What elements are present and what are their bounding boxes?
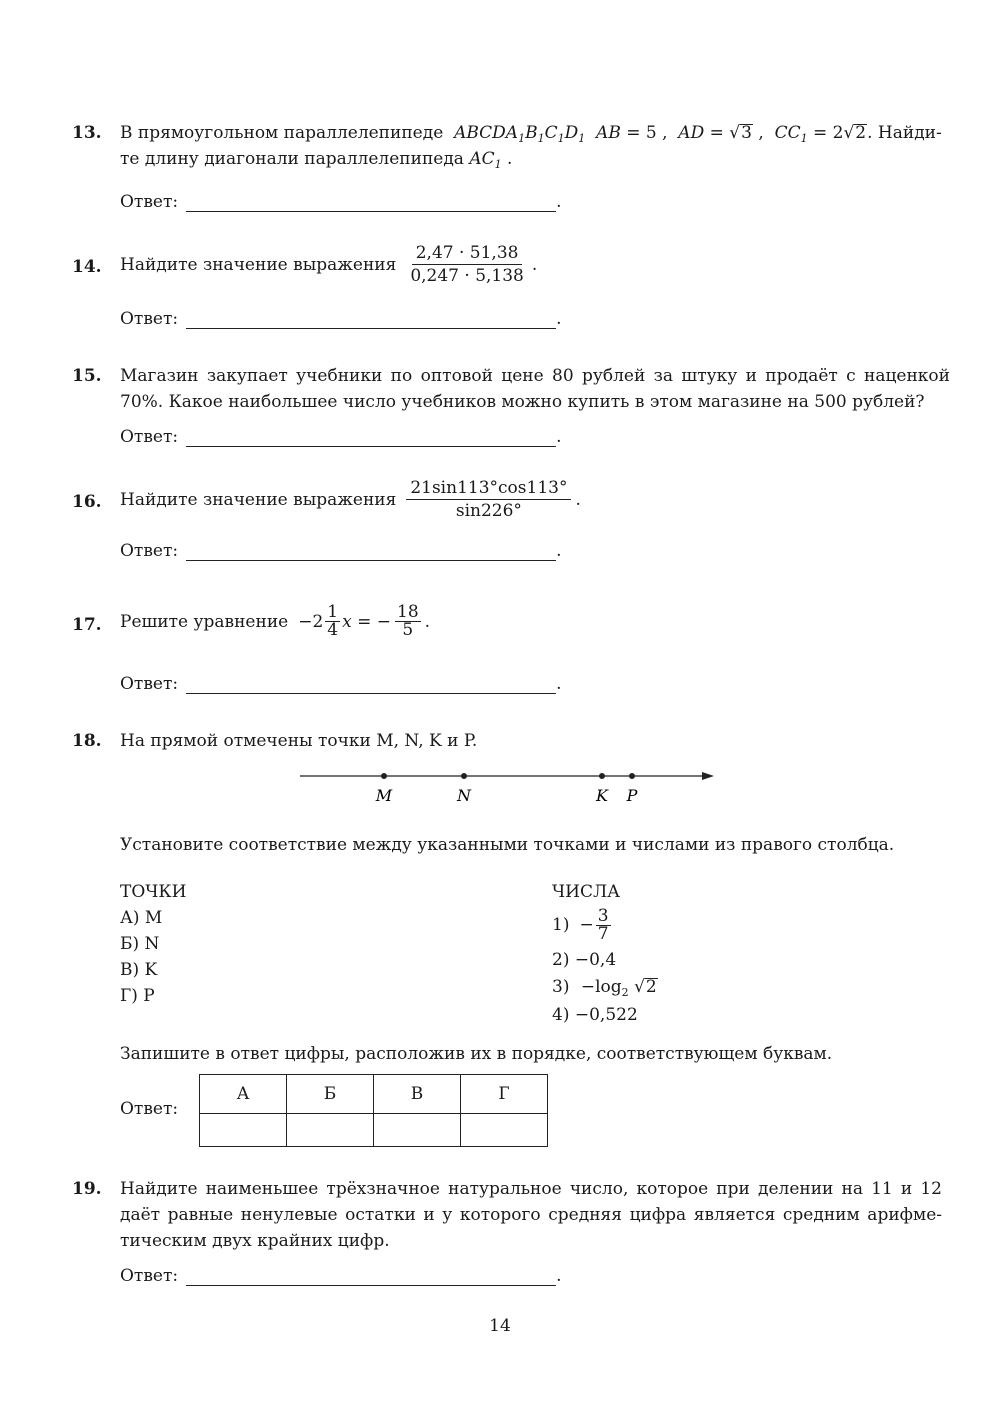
answer-label: Ответ: (120, 1266, 179, 1286)
point-n-label: N (457, 786, 471, 805)
numbers-header: ЧИСЛА (552, 882, 621, 902)
answer-label: Ответ: (120, 427, 179, 447)
answer-cell-v[interactable] (374, 1114, 461, 1147)
problem-13-line2: те длину диагонали параллелепипеда (120, 149, 464, 169)
problem-16-text: Найдите значение выражения $\frac{21\sin 113^\circ\cos 113^\circ}{\sin 226^\circ}$ . (120, 478, 581, 521)
answer-label: Ответ: (120, 309, 179, 329)
problem-14-prompt: Найдите значение выражения (120, 254, 397, 275)
point-k-dot (599, 773, 605, 779)
numbers-column (552, 879, 658, 1029)
page-number: 14 (489, 1316, 511, 1336)
problem-16-answer: Ответ: . (120, 541, 562, 561)
problem-15-number: 15. (72, 366, 102, 386)
number-item-1: 1) − $\frac{3}{7}$ (552, 905, 609, 944)
problem-18-write-instruction: Запишите в ответ цифры, расположив их в порядке, соответствующем буквам. (120, 1044, 833, 1064)
denominator: 0,247 · 5,138 (410, 266, 524, 286)
problem-13-number: 13. (72, 123, 102, 143)
answer-table-header-b: Б (287, 1075, 374, 1114)
point-m-dot (381, 773, 387, 779)
number-item-1-label: 1) (552, 915, 570, 935)
number-item-3: $3) -\log_2$ √2 (552, 977, 657, 999)
answer-cell-a[interactable] (200, 1114, 287, 1147)
problem-17-number: 17. (72, 615, 102, 635)
answer-line[interactable] (186, 1269, 556, 1286)
points-header: ТОЧКИ (120, 882, 187, 902)
denominator: sin226° (455, 501, 522, 521)
points-column (120, 879, 186, 1009)
point-n-dot (461, 773, 467, 779)
problem-19-line1: Найдите наименьшее трёхзначное натуральное число, которое при делении на 11 и 12 (120, 1179, 942, 1199)
number-line (300, 765, 720, 810)
problem-16-number: 16. (72, 492, 102, 512)
numerator: 21sin113°cos113° (406, 478, 571, 500)
answer-table-header-g: Г (461, 1075, 548, 1114)
point-item-b: Б) N (120, 934, 160, 954)
point-m-label: M (375, 786, 393, 805)
problem-14-text: Найдите значение выражения $\frac{2,47 \cdot 51,38}{0,247 \cdot 5,138}$ . (120, 243, 538, 286)
number-item-4: 4) −0,522 (552, 1005, 638, 1025)
answer-label: Ответ: (120, 674, 179, 694)
problem-18-instruction: Установите соответствие между указанными точками и числами из правого столбца. (120, 835, 895, 855)
problem-14-answer: Ответ: . (120, 309, 562, 329)
answer-table-header-v: В (374, 1075, 461, 1114)
problem-14-number: 14. (72, 257, 102, 277)
point-p-dot (629, 773, 635, 779)
numerator: 2,47 · 51,38 (412, 243, 523, 265)
problem-14-fraction (406, 243, 528, 286)
problem-13-text: В прямоугольном параллелепипеде $ABCDA_1B_1C_1D_1$ AB = 5 , AD = √3 , $CC_1 = 2√2$. Найди- те длину диагонали параллелепипеда $AC_1$ . (120, 123, 942, 171)
answer-cell-g[interactable] (461, 1114, 548, 1147)
problem-19-line3: тическим двух крайних цифр. (120, 1231, 390, 1251)
problem-17-answer: Ответ: . (120, 674, 562, 694)
answer-line[interactable] (186, 430, 556, 447)
problem-18-number: 18. (72, 731, 102, 751)
problem-18-text: На прямой отмечены точки M, N, K и P. (120, 731, 478, 751)
arrow-head (702, 772, 714, 780)
point-item-a: А) M (120, 908, 163, 928)
problem-17-text: Решите уравнение −2 $\frac{1}{4}$ x = − $\frac{18}{5}$ . (120, 602, 431, 640)
number-item-3-label: 3) (552, 977, 570, 997)
problem-16-fraction (406, 478, 571, 521)
rhs-fraction: $\frac{18}{5}$ (397, 602, 419, 640)
answer-line[interactable] (186, 312, 556, 329)
problem-15-text (120, 363, 950, 415)
problem-15-line1: Магазин закупает учебники по оптовой цене 80 рублей за штуку и продаёт с наценкой (120, 366, 950, 386)
problem-18-answer-label: Ответ: (120, 1099, 179, 1119)
problem-19-answer: Ответ: . (120, 1266, 562, 1286)
answer-table-header-a: А (200, 1075, 287, 1114)
problem-19-line2: даёт равные ненулевые остатки и у которого средняя цифра является средним арифме- (120, 1205, 942, 1225)
problem-19-number: 19. (72, 1179, 102, 1199)
mixed-fraction: $\frac{1}{4}$ (327, 602, 339, 640)
problem-15-line2: 70%. Какое наибольшее число учебников можно купить в этом магазине на 500 рублей? (120, 392, 925, 412)
problem-13-intro: В прямоугольном параллелепипеде (120, 123, 444, 143)
point-p-label: P (626, 786, 638, 805)
answer-line[interactable] (186, 677, 556, 694)
answer-line[interactable] (186, 544, 556, 561)
answer-label: Ответ: (120, 192, 179, 212)
number-item-2: 2) −0,4 (552, 950, 617, 970)
answer-cell-b[interactable] (287, 1114, 374, 1147)
problem-16-prompt: Найдите значение выражения (120, 489, 397, 510)
problem-17-prompt: Решите уравнение (120, 611, 289, 632)
answer-line[interactable] (186, 195, 556, 212)
point-item-v: В) K (120, 960, 158, 980)
problem-13-answer: Ответ: . (120, 192, 562, 212)
point-k-label: K (596, 786, 608, 805)
answer-label: Ответ: (120, 541, 179, 561)
problem-13-text-end: . Найди- (867, 123, 942, 143)
answer-table (199, 1074, 548, 1147)
problem-19-text (120, 1176, 942, 1254)
problem-15-answer: Ответ: . (120, 427, 562, 447)
point-item-g: Г) P (120, 986, 155, 1006)
